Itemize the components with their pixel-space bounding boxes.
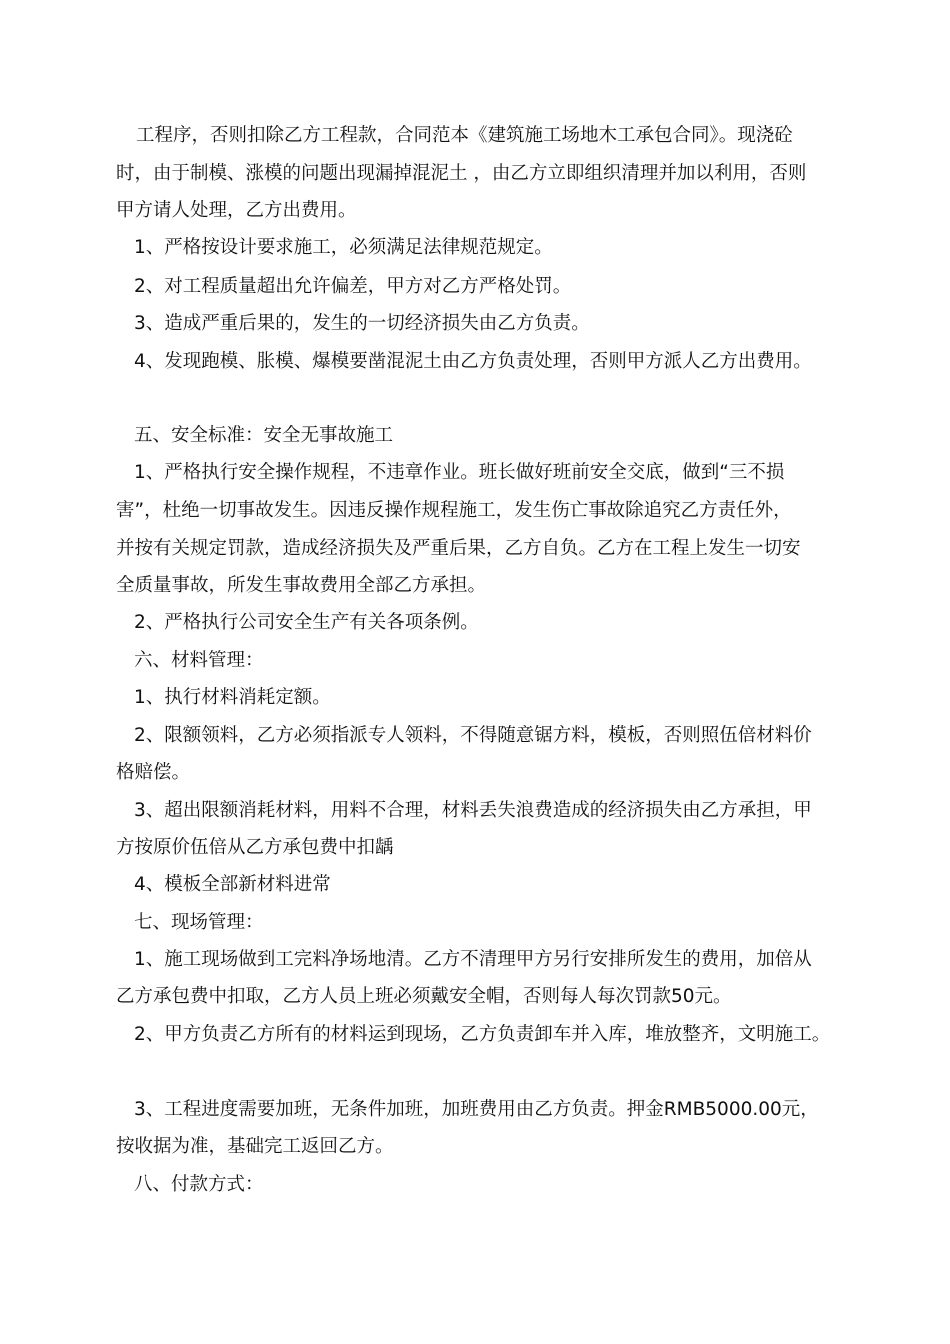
paragraph-line: 甲方请人处理，乙方出费用。 <box>116 200 357 221</box>
paragraph-line: 方按原价伍倍从乙方承包费中扣龋 <box>116 837 394 858</box>
list-item: 1、严格执行安全操作规程，不违章作业。班长做好班前安全交底，做到“三不损 <box>134 462 785 483</box>
list-item: 3、造成严重后果的，发生的一切经济损失由乙方负责。 <box>134 313 590 334</box>
paragraph-line: 并按有关规定罚款，造成经济损失及严重后果，乙方自负。乙方在工程上发生一切安 <box>116 538 801 559</box>
list-item: 1、严格按设计要求施工，必须满足法律规范规定。 <box>134 237 553 258</box>
section-heading: 六、材料管理： <box>134 650 264 671</box>
section-heading: 八、付款方式： <box>134 1174 264 1195</box>
paragraph-line: 害”，杜绝一切事故发生。因违反操作规程施工，发生伤亡事故除追究乙方责任外， <box>116 500 792 521</box>
paragraph-line: 按收据为准，基础完工返回乙方。 <box>116 1136 394 1157</box>
list-item: 2、限额领料，乙方必须指派专人领料，不得随意锯方料，模板，否则照伍倍材料价 <box>134 725 812 746</box>
list-item: 1、执行材料消耗定额。 <box>134 687 331 708</box>
list-item: 3、超出限额消耗材料，用料不合理，材料丢失浪费造成的经济损失由乙方承担，甲 <box>134 800 812 821</box>
section-heading: 七、现场管理： <box>134 912 264 933</box>
section-heading: 五、安全标准：安全无事故施工 <box>134 425 394 446</box>
paragraph-line: 格赔偿。 <box>116 762 191 783</box>
paragraph-line: 工程序，否则扣除乙方工程款，合同范本《建筑施工场地木工承包合同》。现浇砼 <box>136 125 793 146</box>
list-item: 2、甲方负责乙方所有的材料运到现场，乙方负责卸车并入库，堆放整齐，文明施工。 <box>134 1024 831 1045</box>
list-item: 2、严格执行公司安全生产有关各项条例。 <box>134 612 479 633</box>
list-item: 2、对工程质量超出允许偏差，甲方对乙方严格处罚。 <box>134 276 572 297</box>
list-item: 1、施工现场做到工完料净场地清。乙方不清理甲方另行安排所发生的费用，加倍从 <box>134 949 812 970</box>
paragraph-line: 时，由于制模、涨模的问题出现漏掉混泥土 ，由乙方立即组织清理并加以利用，否则 <box>116 163 807 184</box>
list-item: 4、发现跑模、胀模、爆模要凿混泥土由乙方负责处理，否则甲方派人乙方出费用。 <box>134 351 812 372</box>
paragraph-line: 全质量事故，所发生事故费用全部乙方承担。 <box>116 575 487 596</box>
list-item: 3、工程进度需要加班，无条件加班，加班费用由乙方负责。押金RMB5000.00元， <box>134 1099 819 1120</box>
paragraph-line: 乙方承包费中扣取，乙方人员上班必须戴安全帽，否则每人每次罚款50元。 <box>116 986 732 1007</box>
list-item: 4、模板全部新材料进常 <box>134 874 331 895</box>
